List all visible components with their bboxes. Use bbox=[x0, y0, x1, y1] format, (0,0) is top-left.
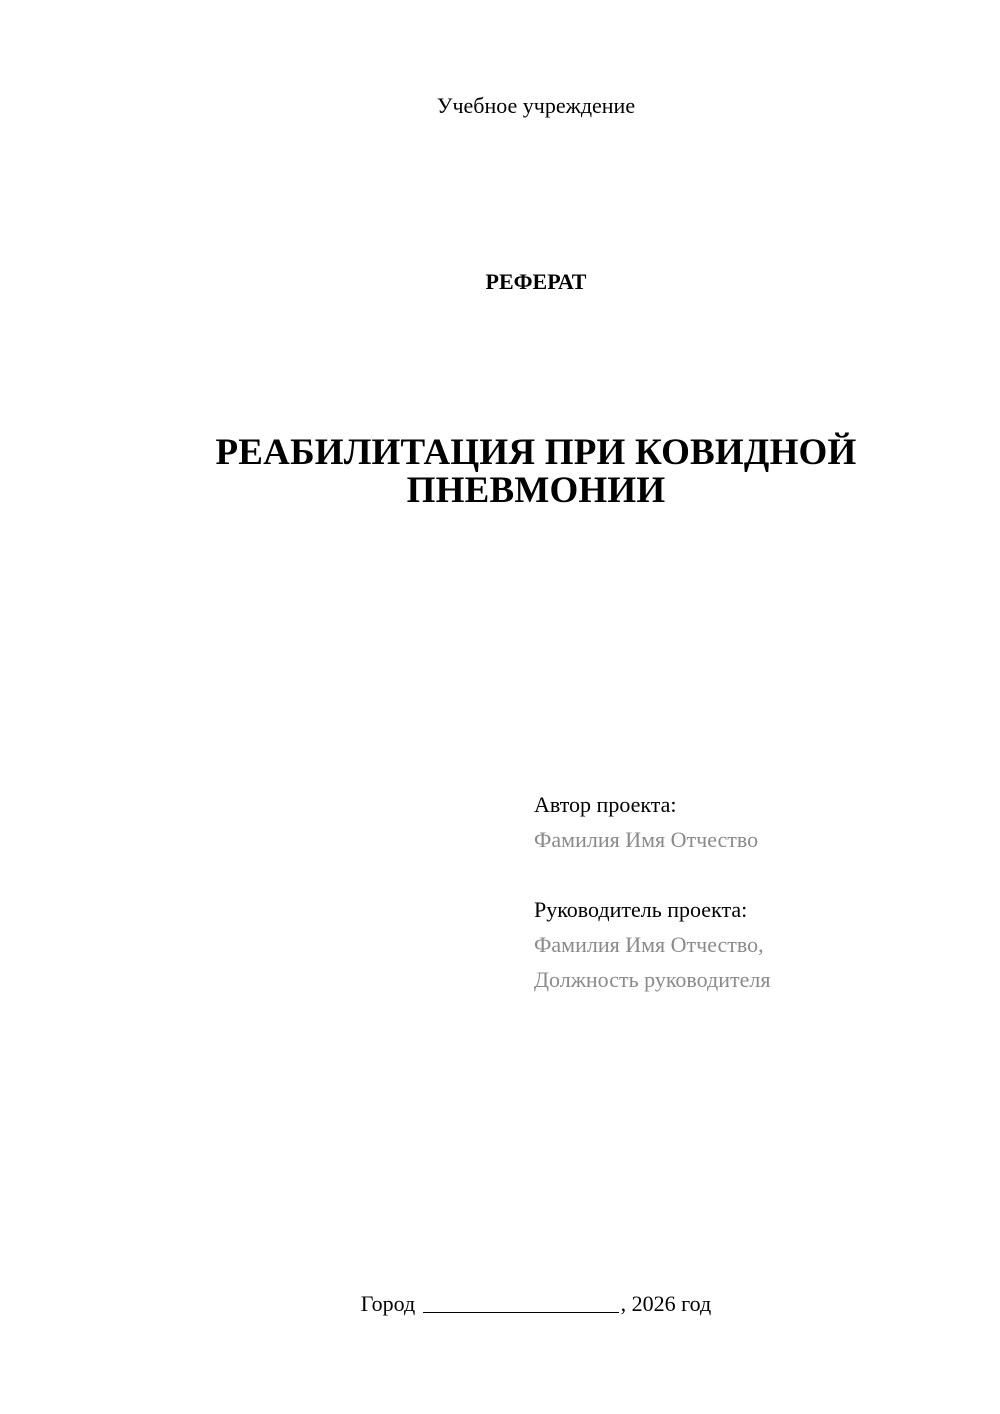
document-title-line-1: РЕАБИЛИТАЦИЯ ПРИ КОВИДНОЙ bbox=[215, 432, 857, 473]
author-label: Автор проекта: bbox=[534, 792, 677, 817]
credits-block bbox=[534, 787, 974, 997]
credits-spacer bbox=[534, 857, 974, 892]
city-blank-line bbox=[423, 1292, 619, 1313]
supervisor-name: Фамилия Имя Отчество, bbox=[534, 932, 764, 957]
supervisor-label: Руководитель проекта: bbox=[534, 897, 748, 922]
institution-name: Учебное учреждение bbox=[436, 93, 636, 118]
author-name: Фамилия Имя Отчество bbox=[534, 827, 759, 852]
supervisor-position: Должность руководителя bbox=[534, 967, 771, 992]
document-title-line-2: ПНЕВМОНИИ bbox=[406, 470, 666, 511]
footer-city-year bbox=[0, 1290, 1000, 1318]
footer-year: , 2026 год bbox=[620, 1291, 712, 1316]
footer-city-label: Город bbox=[360, 1291, 416, 1316]
document-title bbox=[150, 434, 922, 510]
document-type: РЕФЕРАТ bbox=[485, 269, 587, 294]
